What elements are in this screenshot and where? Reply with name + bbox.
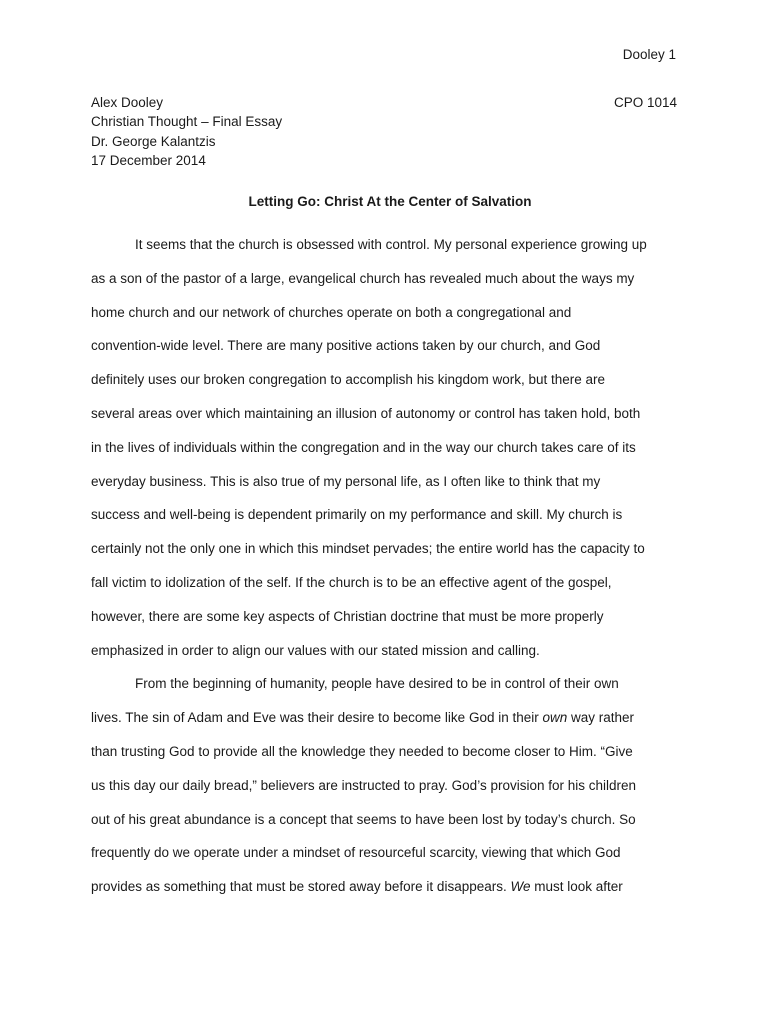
body-line: out of his great abundance is a concept that seems to have been lost by today’s church. So bbox=[91, 811, 636, 827]
essay-body bbox=[91, 236, 681, 912]
body-text-run: provides as something that must be stored away before it disappears. bbox=[91, 879, 511, 895]
body-text-run: lives. The sin of Adam and Eve was their desire to become like God in their bbox=[91, 710, 543, 726]
body-line: however, there are some key aspects of Christian doctrine that must be more properly bbox=[91, 608, 604, 624]
body-line: frequently do we operate under a mindset of resourceful scarcity, viewing that which God bbox=[91, 845, 621, 861]
body-line: convention-wide level. There are many positive actions taken by our church, and God bbox=[91, 338, 601, 354]
body-line: home church and our network of churches operate on both a congregational and bbox=[91, 304, 572, 320]
body-line: certainly not the only one in which this mindset pervades; the entire world has the capacity to bbox=[91, 541, 645, 557]
emphasized-word: We bbox=[510, 879, 531, 895]
mla-heading bbox=[91, 93, 677, 170]
body-line: From the beginning of humanity, people have desired to be in control of their own bbox=[135, 676, 619, 692]
running-head: Dooley 1 bbox=[622, 47, 676, 62]
body-line: in the lives of individuals within the congregation and in the way our church takes care of its bbox=[91, 439, 636, 455]
body-line: fall victim to idolization of the self. If the church is to be an effective agent of the gospel, bbox=[91, 574, 612, 590]
course-code: CPO 1014 bbox=[613, 95, 677, 110]
course-name: Christian Thought – Final Essay bbox=[91, 114, 283, 130]
body-text-run: must look after bbox=[530, 879, 623, 895]
body-line: several areas over which maintaining an illusion of autonomy or control has taken hold, both bbox=[91, 405, 641, 421]
body-text-run: way rather bbox=[567, 710, 635, 726]
body-line: It seems that the church is obsessed with control. My personal experience growing up bbox=[135, 237, 647, 252]
author-name: Alex Dooley bbox=[91, 95, 164, 110]
body-line: success and well-being is dependent primarily on my performance and skill. My church is bbox=[91, 507, 623, 523]
essay-title: Letting Go: Christ At the Center of Salvation bbox=[248, 194, 532, 209]
body-line bbox=[91, 709, 681, 743]
body-line: as a son of the pastor of a large, evangelical church has revealed much about the ways my bbox=[91, 270, 635, 286]
body-line: emphasized in order to align our values with our stated mission and calling. bbox=[91, 642, 540, 658]
body-line: everyday business. This is also true of my personal life, as I often like to think that my bbox=[91, 473, 601, 489]
emphasized-word: own bbox=[542, 710, 568, 726]
body-line: us this day our daily bread,” believers are instructed to pray. God’s provision for his children bbox=[91, 777, 637, 793]
essay-date: 17 December 2014 bbox=[91, 152, 206, 168]
body-line: definitely uses our broken congregation to accomplish his kingdom work, but there are bbox=[91, 372, 606, 388]
body-line: than trusting God to provide all the knowledge they needed to become closer to Him. “Give bbox=[91, 743, 633, 759]
instructor-name: Dr. George Kalantzis bbox=[91, 133, 216, 149]
body-line bbox=[91, 878, 681, 912]
